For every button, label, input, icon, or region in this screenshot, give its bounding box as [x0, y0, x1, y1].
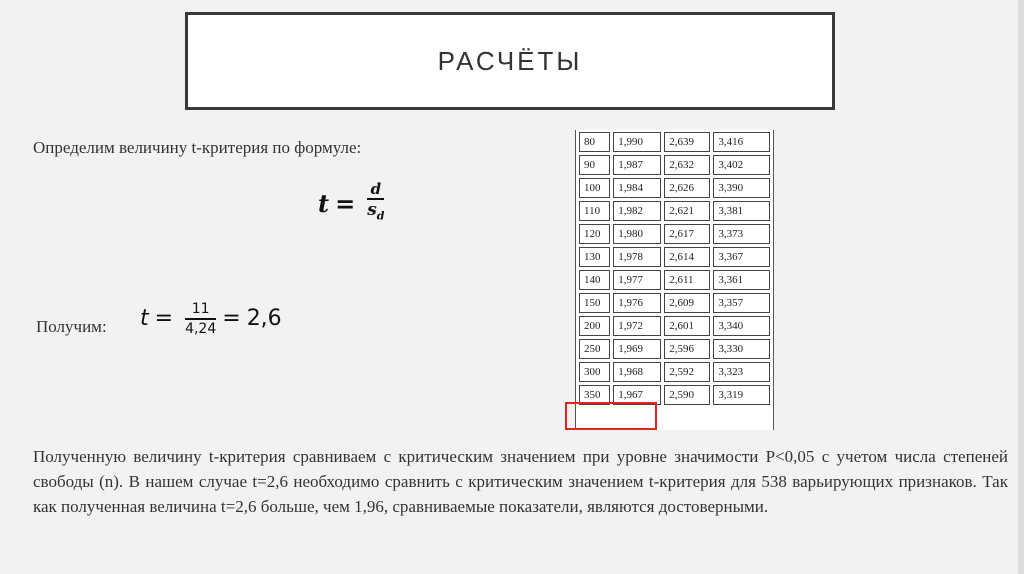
formula-numerator: d	[370, 180, 382, 198]
table-cell: 140	[579, 270, 610, 290]
page-title: РАСЧЁТЫ	[437, 45, 583, 76]
formula-denominator-sub: d	[376, 209, 385, 223]
critical-values-table	[575, 130, 774, 430]
table-cell: 1,972	[613, 316, 661, 336]
highlight-box	[565, 402, 657, 430]
table-cell: 110	[579, 201, 610, 221]
table-cell: 1,984	[613, 178, 661, 198]
table-cell: 2,621	[664, 201, 710, 221]
table-row	[579, 247, 770, 267]
t-distribution-table	[576, 130, 773, 408]
table-cell: 2,590	[664, 385, 710, 405]
table-cell: 1,977	[613, 270, 661, 290]
table-row	[579, 362, 770, 382]
table-cell: 350	[579, 385, 610, 405]
table-row	[579, 155, 770, 175]
table-cell: 1,976	[613, 293, 661, 313]
table-row	[579, 293, 770, 313]
intro-text: Определим величину t-критерия по формуле:	[33, 138, 362, 157]
table-cell: 2,596	[664, 339, 710, 359]
table-row	[579, 132, 770, 152]
table-cell: 1,987	[613, 155, 661, 175]
formula-lhs: t	[318, 188, 330, 218]
table-row	[579, 316, 770, 336]
table-row	[579, 224, 770, 244]
table-cell: 150	[579, 293, 610, 313]
table-cell: 1,968	[613, 362, 661, 382]
table-cell: 3,361	[713, 270, 770, 290]
table-cell: 2,617	[664, 224, 710, 244]
table-cell: 130	[579, 247, 610, 267]
table-cell: 100	[579, 178, 610, 198]
table-cell: 2,592	[664, 362, 710, 382]
table-cell: 3,390	[713, 178, 770, 198]
table-cell: 3,323	[713, 362, 770, 382]
table-cell: 2,601	[664, 316, 710, 336]
table-cell: 250	[579, 339, 610, 359]
table-cell: 3,319	[713, 385, 770, 405]
table-cell: 300	[579, 362, 610, 382]
table-cell: 2,611	[664, 270, 710, 290]
table-row	[579, 178, 770, 198]
table-cell: 1,982	[613, 201, 661, 221]
result-numerator: 11	[191, 301, 210, 317]
table-cell: 2,639	[664, 132, 710, 152]
table-cell: 1,967	[613, 385, 661, 405]
table-cell: 90	[579, 155, 610, 175]
result-lhs: t	[140, 306, 149, 332]
table-row	[579, 270, 770, 290]
table-cell: 1,990	[613, 132, 661, 152]
table-cell: 2,626	[664, 178, 710, 198]
formula-fraction	[367, 180, 384, 226]
table-cell: 3,357	[713, 293, 770, 313]
table-cell: 1,978	[613, 247, 661, 267]
table-cell: 3,402	[713, 155, 770, 175]
table-row	[579, 339, 770, 359]
table-cell: 3,340	[713, 316, 770, 336]
conclusion-text: Полученную величину t-критерия сравниваем с критическим значением при уровне значимости P<0,05 с учетом числа степеней свободы (n). В нашем случае t=2,6 необходимо сравнить с критическим значением t-критерия для 538 варьирующих признаков. Так как полученная величина t=2,6 больше, чем 1,96, сравниваемые показатели, являются достоверными.	[33, 447, 1008, 516]
table-cell: 200	[579, 316, 610, 336]
table-cell: 1,969	[613, 339, 661, 359]
result-value: 2,6	[246, 306, 282, 332]
formula-equals: =	[335, 188, 356, 218]
table-cell: 2,609	[664, 293, 710, 313]
table-cell: 3,381	[713, 201, 770, 221]
table-cell: 80	[579, 132, 610, 152]
title-box	[185, 12, 835, 110]
formula-denominator	[367, 200, 384, 226]
result-label: Получим:	[36, 317, 107, 336]
table-cell: 120	[579, 224, 610, 244]
table-cell: 1,980	[613, 224, 661, 244]
result-fraction	[185, 300, 216, 338]
result-denominator: 4,24	[185, 320, 217, 337]
result-equals: =	[154, 306, 174, 332]
result-formula	[140, 300, 282, 338]
table-row	[579, 201, 770, 221]
table-cell: 3,330	[713, 339, 770, 359]
table-cell: 3,373	[713, 224, 770, 244]
result-equals-2: =	[222, 306, 241, 332]
t-formula	[318, 180, 384, 226]
formula-denominator-base: s	[367, 200, 377, 220]
table-cell: 2,614	[664, 247, 710, 267]
table-cell: 3,416	[713, 132, 770, 152]
table-cell: 2,632	[664, 155, 710, 175]
table-cell: 3,367	[713, 247, 770, 267]
